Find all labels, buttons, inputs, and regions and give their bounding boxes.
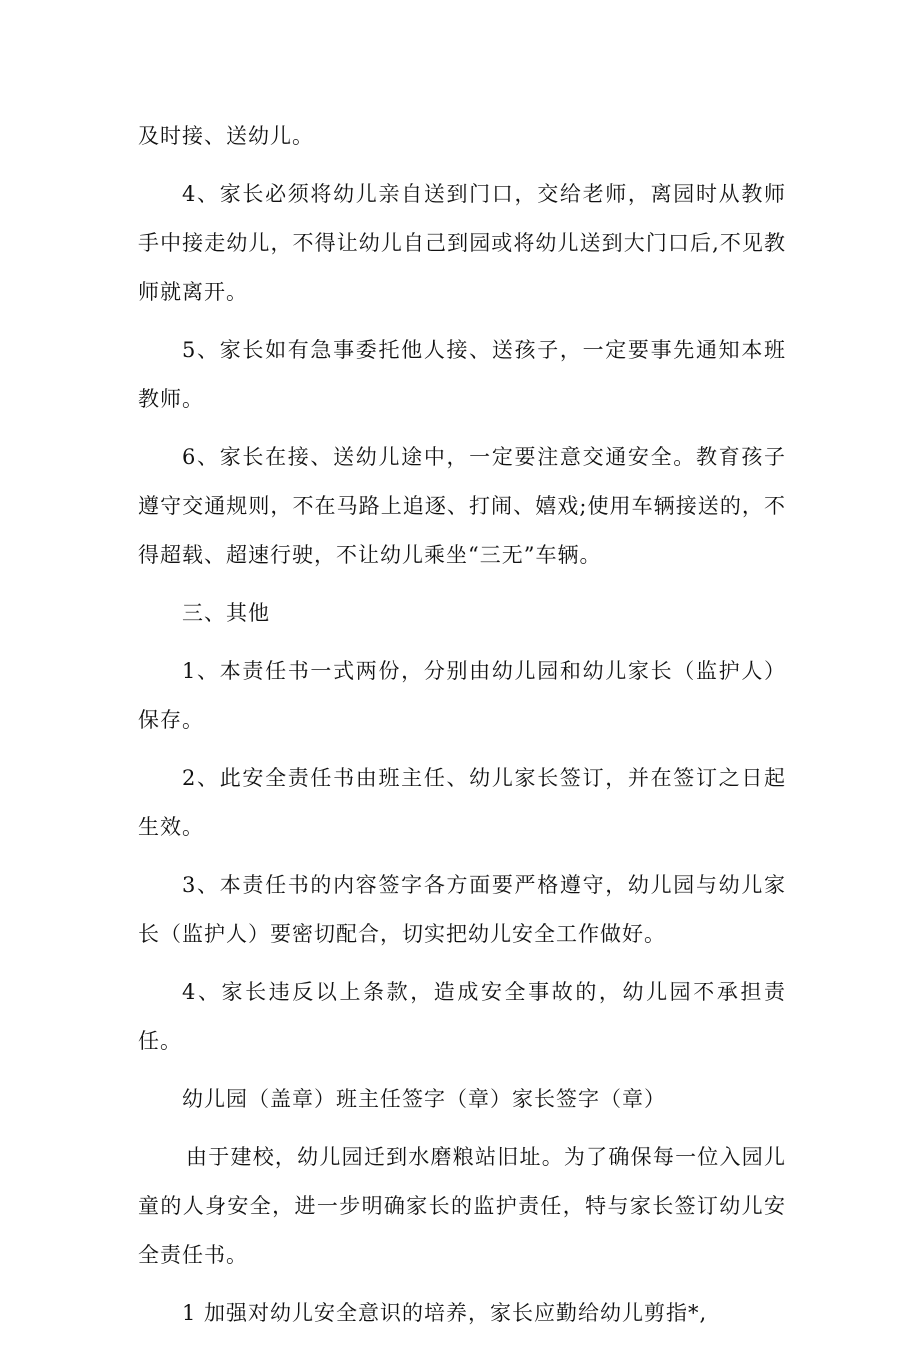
paragraph-other-3: 3、本责任书的内容签字各方面要严格遵守，幼儿园与幼儿家长（监护人）要密切配合，切实把幼儿安全工作做好。: [138, 873, 786, 946]
section-heading-other: 三、其他: [182, 601, 270, 625]
document-body: [138, 112, 786, 1347]
paragraph-item-1-safety-awareness: 1 加强对幼儿安全意识的培养，家长应勤给幼儿剪指*,: [182, 1301, 708, 1325]
paragraph-item-4-drop-off: 4、家长必须将幼儿亲自送到门口，交给老师，离园时从教师手中接走幼儿，不得让幼儿自己到园或将幼儿送到大门口后,不见教师就离开。: [138, 182, 786, 304]
paragraph-item-6-traffic: 6、家长在接、送幼儿途中，一定要注意交通安全。教育孩子遵守交通规则，不在马路上追逐、打闹、嬉戏;使用车辆接送的，不得超载、超速行驶，不让幼儿乘坐“三无”车辆。: [138, 445, 786, 567]
paragraph-other-1: 1、本责任书一式两份，分别由幼儿园和幼儿家长（监护人）保存。: [138, 659, 786, 732]
signature-line: 幼儿园（盖章）班主任签字（章）家长签字（章）: [182, 1087, 666, 1111]
paragraph-item-5-delegate: 5、家长如有急事委托他人接、送孩子，一定要事先通知本班教师。: [138, 338, 786, 411]
paragraph-intro-relocation: 由于建校，幼儿园迁到水磨粮站旧址。为了确保每一位入园儿童的人身安全，进一步明确家长的监护责任，特与家长签订幼儿安全责任书。: [138, 1145, 786, 1267]
paragraph-continuation: 及时接、送幼儿。: [138, 124, 314, 148]
paragraph-other-4: 4、家长违反以上条款，造成安全事故的，幼儿园不承担责任。: [138, 980, 786, 1053]
paragraph-other-2: 2、此安全责任书由班主任、幼儿家长签订，并在签订之日起生效。: [138, 766, 786, 839]
